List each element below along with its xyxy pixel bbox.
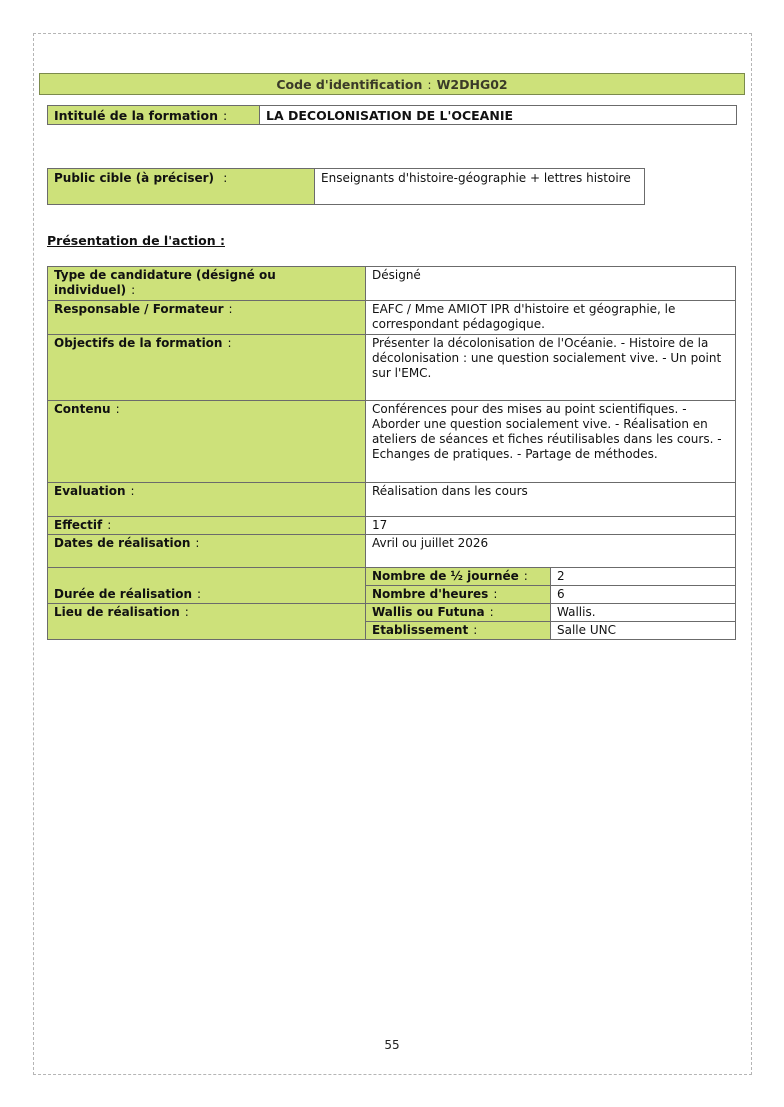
type-candidature-label: Type de candidature (désigné ou individuel)	[54, 268, 276, 297]
intitule-value-cell	[260, 106, 513, 124]
ile-label-cell	[366, 604, 551, 622]
public-cible-label: Public cible (à préciser)	[54, 171, 215, 185]
intitule-row	[47, 105, 737, 125]
page-number: 55	[384, 1038, 400, 1052]
etablissement-label: Etablissement	[372, 623, 469, 637]
colon: :	[107, 518, 112, 532]
responsable-label-cell	[48, 301, 366, 335]
lieu-label: Lieu de réalisation	[54, 605, 180, 619]
table-row	[48, 301, 736, 335]
intitule-label-cell	[48, 106, 260, 124]
colon: :	[131, 283, 136, 297]
effectif-value: 17	[366, 517, 736, 535]
duree-label: Durée de réalisation	[54, 587, 193, 601]
duree-label-cell	[48, 568, 366, 604]
dates-label: Dates de réalisation	[54, 536, 191, 550]
evaluation-label: Evaluation	[54, 484, 126, 498]
type-candidature-label-cell	[48, 267, 366, 301]
etablissement-label-cell	[366, 622, 551, 640]
colon: :	[228, 302, 233, 316]
table-row	[48, 267, 736, 301]
dates-label-cell	[48, 535, 366, 568]
intitule-label: Intitulé de la formation	[54, 107, 219, 123]
etablissement-value: Salle UNC	[551, 622, 736, 640]
table-row	[48, 604, 736, 622]
demi-journees-value: 2	[551, 568, 736, 586]
ile-value: Wallis.	[551, 604, 736, 622]
colon: :	[227, 336, 232, 350]
colon: :	[197, 587, 202, 601]
lieu-label-cell	[48, 604, 366, 640]
colon: :	[223, 107, 228, 123]
evaluation-value: Réalisation dans les cours	[366, 483, 736, 517]
objectifs-value: Présenter la décolonisation de l'Océanie. - Histoire de la décolonisation : une question socialement vive. - Un point sur l'EMC.	[366, 335, 736, 401]
colon: :	[115, 402, 120, 416]
heures-label: Nombre d'heures	[372, 587, 489, 601]
code-value: W2DHG02	[436, 76, 508, 92]
contenu-label-cell	[48, 401, 366, 483]
responsable-label: Responsable / Formateur	[54, 302, 224, 316]
table-row	[48, 483, 736, 517]
colon: :	[523, 569, 528, 583]
contenu-value: Conférences pour des mises au point scientifiques. - Aborder une question socialement vive. - Réalisation en ateliers de séances et fiches réutilisables dans les cours. - Echanges de pratiques. - Partage de méthodes.	[366, 401, 736, 483]
contenu-label: Contenu	[54, 402, 111, 416]
colon: :	[130, 484, 135, 498]
identification-code-bar	[39, 73, 745, 95]
table-row	[48, 401, 736, 483]
colon: :	[489, 605, 494, 619]
colon: :	[223, 171, 228, 185]
dates-value: Avril ou juillet 2026	[366, 535, 736, 568]
code-label: Code d'identification	[276, 76, 423, 92]
intitule-value: LA DECOLONISATION DE L'OCEANIE	[266, 107, 514, 123]
demi-journees-label: Nombre de ½ journée	[372, 569, 519, 583]
table-row	[48, 335, 736, 401]
table-row	[48, 568, 736, 586]
section-heading-presentation: Présentation de l'action :	[47, 233, 225, 248]
code-colon: :	[427, 76, 432, 92]
public-cible-row	[47, 168, 645, 205]
colon: :	[493, 587, 498, 601]
effectif-label: Effectif	[54, 518, 103, 532]
type-candidature-value: Désigné	[366, 267, 736, 301]
demi-journees-label-cell	[366, 568, 551, 586]
public-cible-value: Enseignants d'histoire-géographie + lettres histoire	[321, 171, 631, 185]
responsable-value: EAFC / Mme AMIOT IPR d'histoire et géographie, le correspondant pédagogique.	[366, 301, 736, 335]
objectifs-label: Objectifs de la formation	[54, 336, 223, 350]
public-cible-label-cell	[48, 169, 315, 204]
colon: :	[195, 536, 200, 550]
effectif-label-cell	[48, 517, 366, 535]
colon: :	[473, 623, 478, 637]
table-row	[48, 517, 736, 535]
heures-value: 6	[551, 586, 736, 604]
objectifs-label-cell	[48, 335, 366, 401]
evaluation-label-cell	[48, 483, 366, 517]
action-details-table	[47, 266, 736, 640]
ile-label: Wallis ou Futuna	[372, 605, 485, 619]
colon: :	[184, 605, 189, 619]
table-row	[48, 535, 736, 568]
heures-label-cell	[366, 586, 551, 604]
